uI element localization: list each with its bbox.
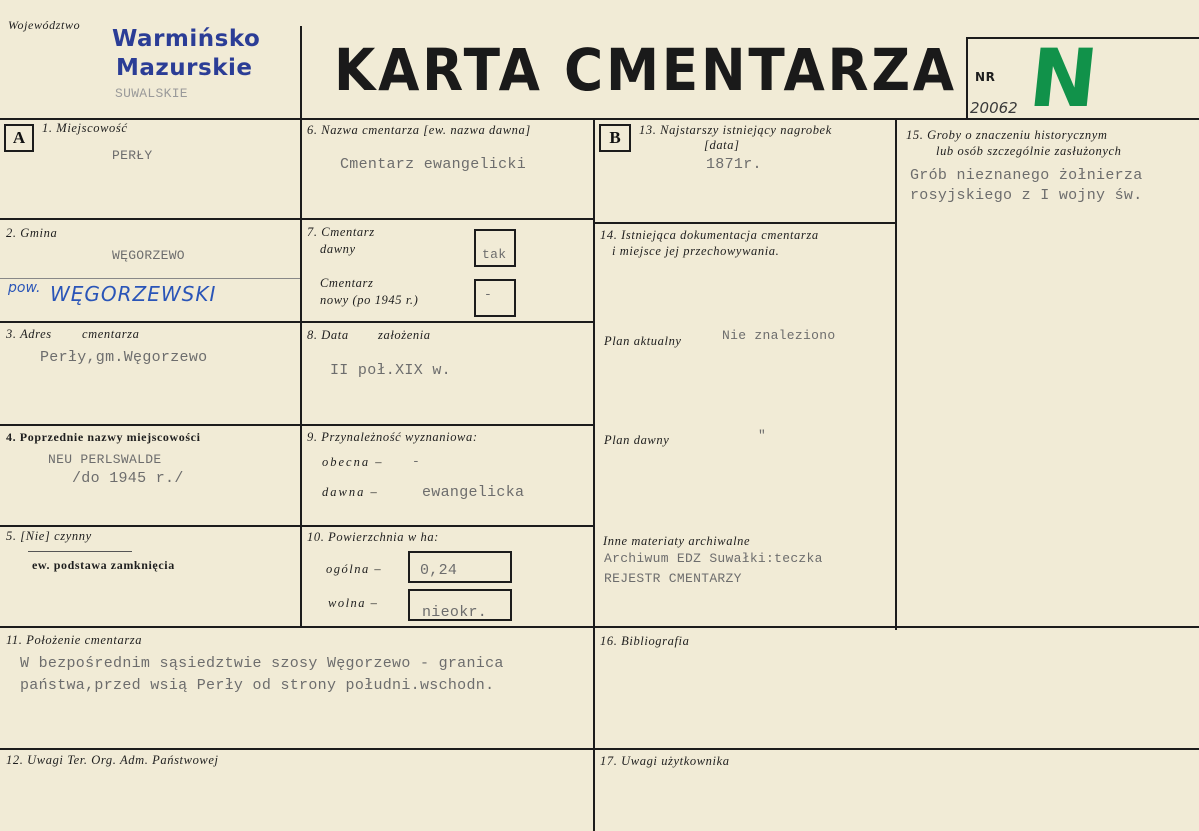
f1-label: 1. Miejscowość [42,121,128,135]
f2-value: WĘGORZEWO [112,248,185,263]
nr-handwritten: N [1025,32,1102,125]
divider [895,120,897,630]
f15-label-a: 15. Groby o znaczeniu historycznym [906,128,1108,142]
wojewodztwo-label: Województwo [8,18,81,32]
f9-dawna-label: dawna – [322,485,379,499]
f10-label: 10. Powierzchnia w ha: [307,530,439,544]
divider [300,26,302,626]
divider [0,626,1199,628]
f14-label-a: 14. Istniejąca dokumentacja cmentarza [600,228,819,242]
f7-nowy-value: - [484,287,493,302]
f12-label: 12. Uwagi Ter. Org. Adm. Państwowej [6,753,219,767]
section-a-letter: A [4,124,34,152]
f5-sublabel: ew. podstawa zamknięcia [32,558,175,572]
f17-label: 17. Uwagi użytkownika [600,754,730,768]
f15-value-1: Grób nieznanego żołnierza [910,167,1143,184]
divider [0,748,1199,750]
f7-nowy-box [474,279,516,317]
typed-region: SUWALSKIE [115,86,188,101]
f15-value-2: rosyjskiego z I wojny św. [910,187,1143,204]
divider [0,424,593,426]
f6-label: 6. Nazwa cmentarza [ew. nazwa dawna] [307,123,531,137]
f14-label-b: i miejsce jej przechowywania. [612,244,780,258]
f14-inne-value-1: Archiwum EDZ Suwałki:teczka [604,551,823,566]
f13-label-b: [data] [704,138,740,152]
f7-label-d: nowy (po 1945 r.) [320,293,419,307]
f11-value-1: W bezpośrednim sąsiedztwie szosy Węgorzewo - granica [20,655,504,672]
f9-obecna-value: - [412,454,421,469]
f14-plan-dawny-value: " [758,428,767,443]
nr-number: 20062 [970,99,1018,117]
f16-label: 16. Bibliografia [600,634,690,648]
card-title: KARTA CMENTARZA [334,36,957,104]
section-b-letter: B [599,124,631,152]
f14-plan-aktualny-label: Plan aktualny [604,334,682,348]
f8-label-a: 8. Data [307,328,349,342]
divider [0,278,300,279]
f14-inne-value-2: REJESTR CMENTARZY [604,571,742,586]
f11-value-2: państwa,przed wsią Perły od strony południ.wschodn. [20,677,495,694]
f14-plan-dawny-label: Plan dawny [604,433,670,447]
nr-label: NR [975,70,996,84]
f7-dawny-value: tak [482,247,507,262]
f8-value: II poł.XIX w. [330,362,451,379]
f4-value-1: NEU PERLSWALDE [48,452,162,467]
f9-obecna-label: obecna – [322,455,384,469]
divider [0,321,593,323]
divider [0,218,593,220]
divider [595,222,895,224]
f3-value: Perły,gm.Węgorzewo [40,349,208,366]
stamp-line-1: Warmińsko [112,26,261,52]
f3-label-b: cmentarza [82,327,140,341]
f6-value: Cmentarz ewangelicki [340,156,527,173]
f10-ogolna-value: 0,24 [420,562,458,579]
f14-inne-label: Inne materiaty archiwalne [603,534,751,548]
f15-label-b: lub osób szczególnie zasłużonych [936,144,1122,158]
f11-label: 11. Położenie cmentarza [6,633,143,647]
f1-value: PERŁY [112,148,153,163]
f5-underline [28,551,132,552]
f10-wolna-label: wolna – [328,596,379,610]
f4-value-2: /do 1945 r./ [72,470,184,487]
divider [0,525,593,527]
f10-ogolna-label: ogólna – [326,562,383,576]
f13-label-a: 13. Najstarszy istniejący nagrobek [639,123,832,137]
f9-label: 9. Przynależność wyznaniowa: [307,430,478,444]
f14-plan-aktualny-value: Nie znaleziono [722,328,836,343]
f4-label: 4. Poprzednie nazwy miejscowości [6,430,201,444]
f3-label-a: 3. Adres [6,327,52,341]
f10-wolna-value: nieokr. [422,604,488,621]
f7-label-b: dawny [320,242,356,256]
stamp-line-2: Mazurskie [116,55,253,81]
f9-dawna-value: ewangelicka [422,484,525,501]
f7-label-a: 7. Cmentarz [307,225,375,239]
f2-label: 2. Gmina [6,226,58,240]
f2-hand-value: WĘGORZEWSKI [50,282,217,306]
f2-hand-prefix: pow. [8,280,41,296]
divider [593,120,595,831]
f8-label-b: założenia [378,328,431,342]
f5-label: 5. [Nie] czynny [6,529,92,543]
f7-label-c: Cmentarz [320,276,374,290]
f13-value: 1871r. [706,156,762,173]
